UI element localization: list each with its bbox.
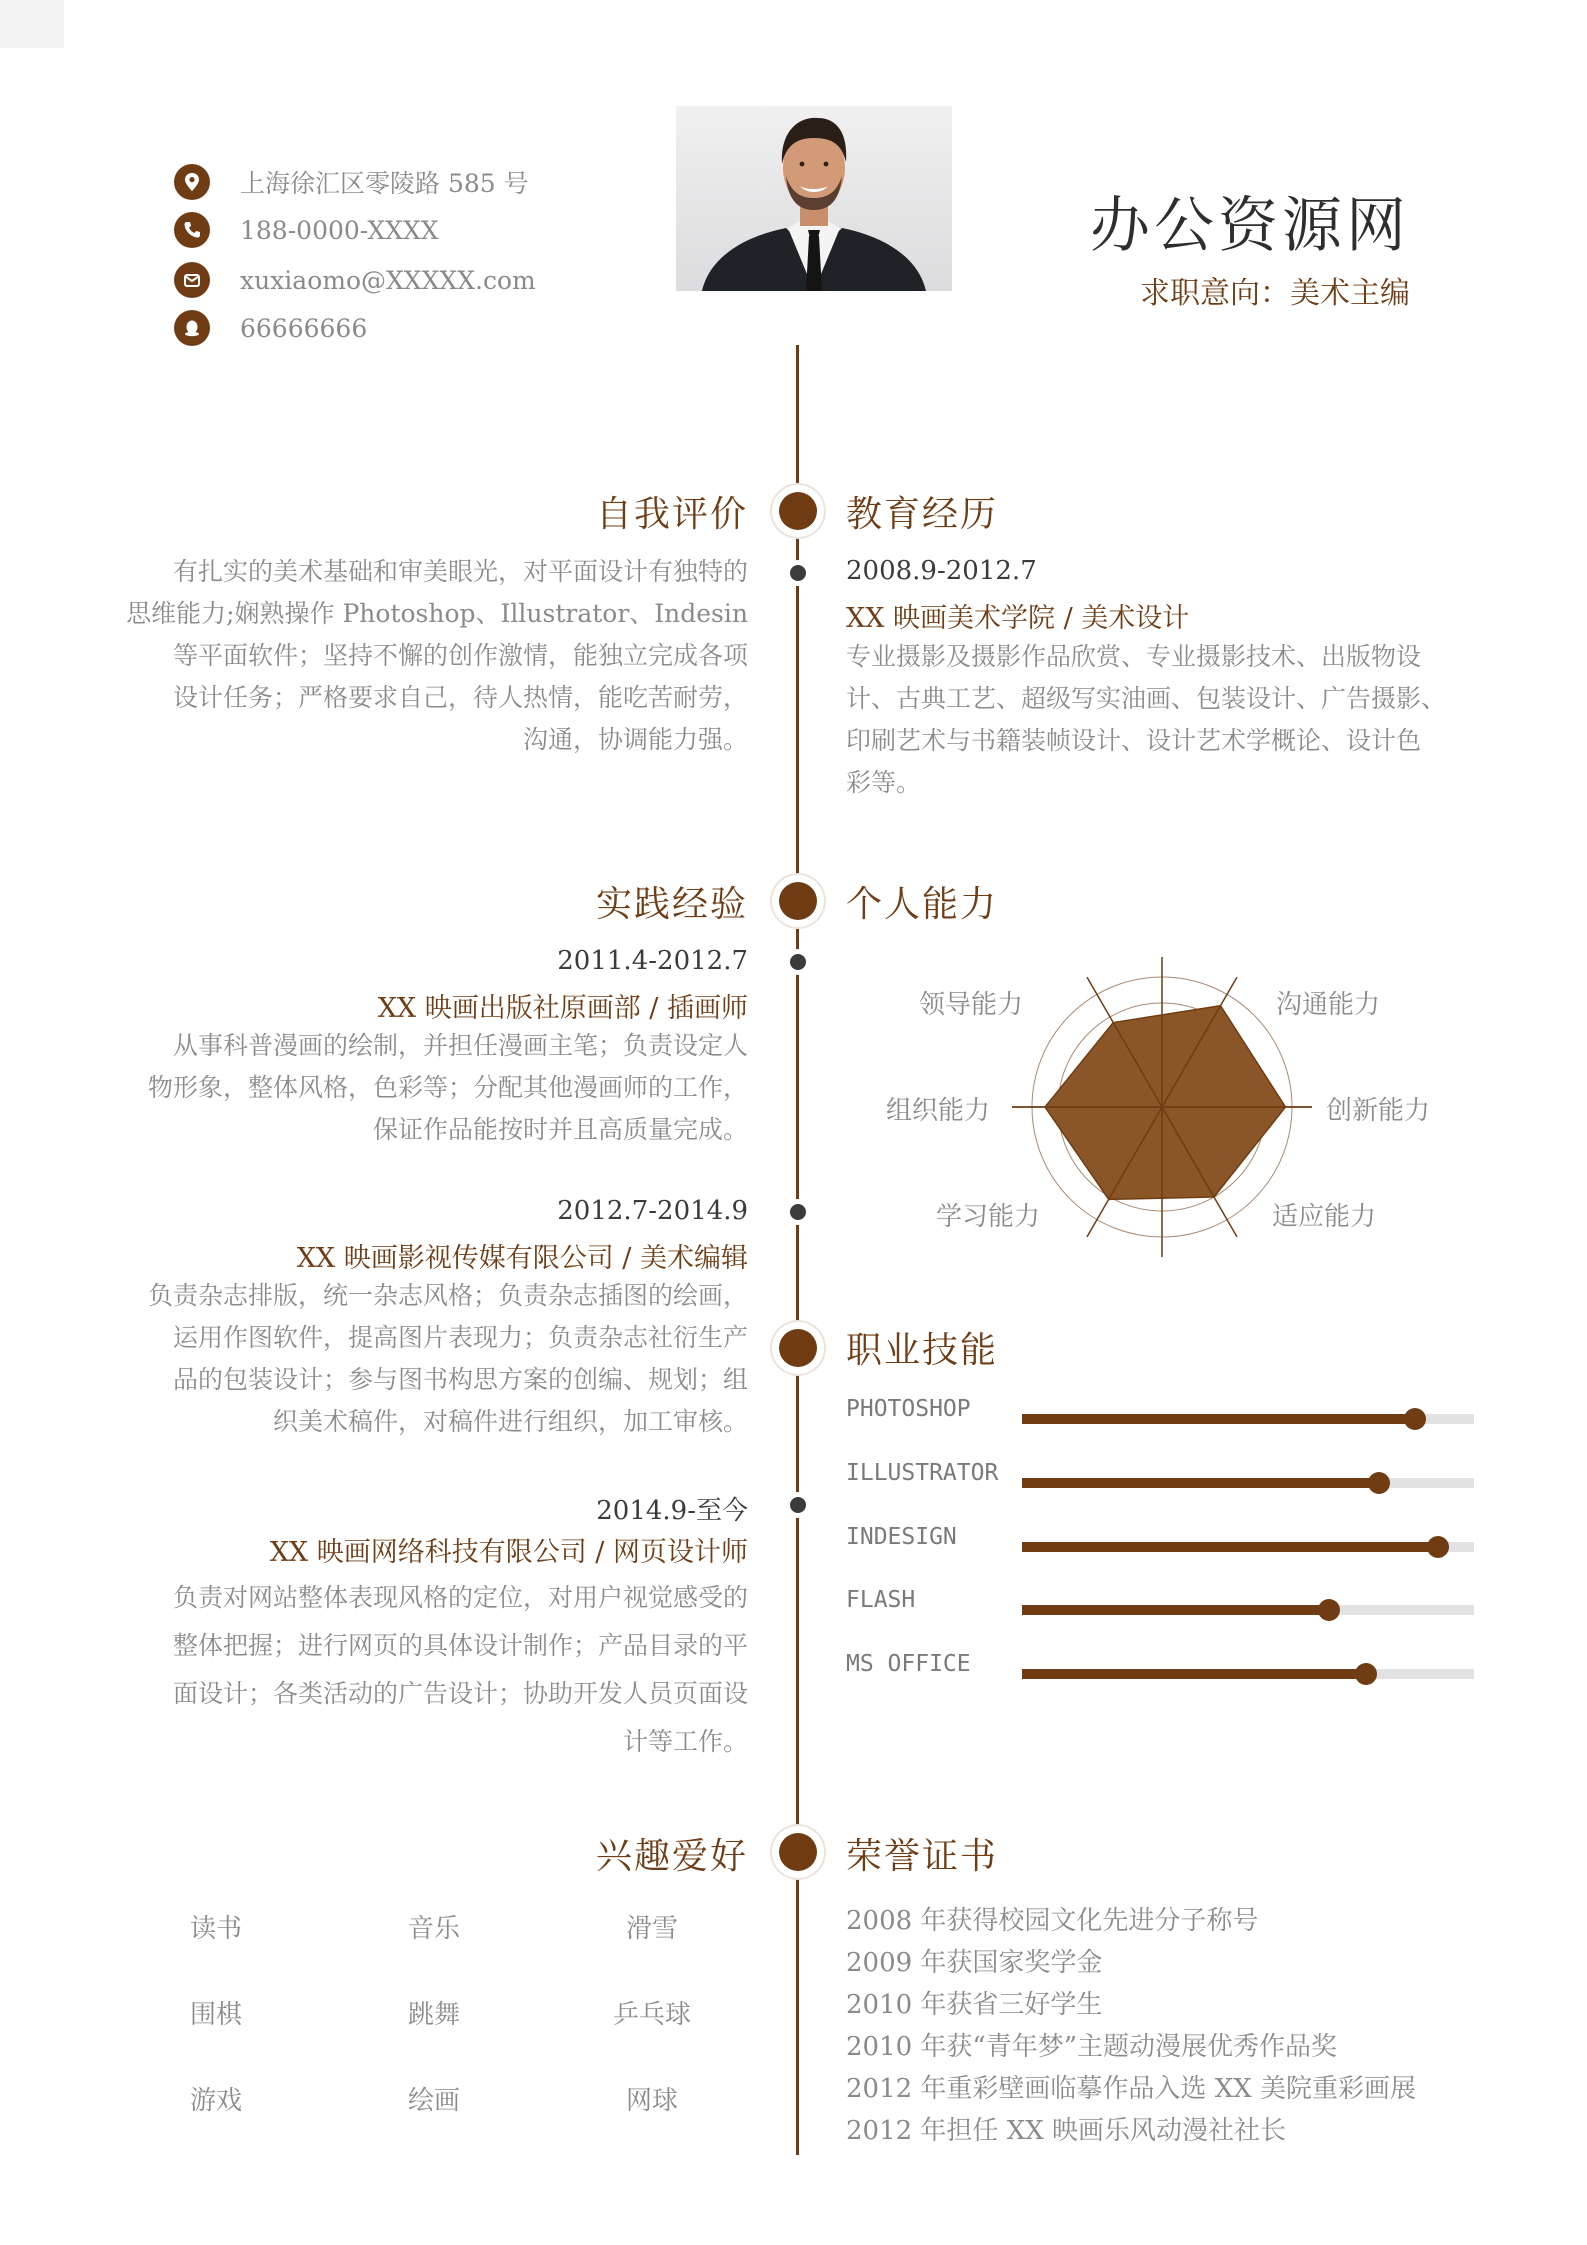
skill-label: ILLUSTRATOR [846, 1460, 999, 1486]
hobby-item: 网球 [625, 2086, 678, 2116]
location-pin-icon [174, 164, 210, 200]
timeline-dot-item [790, 565, 806, 581]
radar-label: 沟通能力 [1276, 990, 1381, 1020]
phone-text: 188-0000-XXXX [240, 215, 439, 245]
text-line: 整体把握；进行网页的具体设计制作；产品目录的平 [172, 1631, 748, 1660]
radar-label: 领导能力 [919, 990, 1024, 1020]
text-line: 负责杂志排版，统一杂志风格；负责杂志插图的绘画， [147, 1281, 748, 1310]
radar-label: 创新能力 [1326, 1096, 1431, 1126]
radar-label: 组织能力 [886, 1096, 991, 1126]
practice-date: 2014.9-至今 [596, 1496, 748, 1526]
skill-bar-knob [1404, 1408, 1426, 1430]
skill-bar-track [1022, 1478, 1474, 1488]
text-line: 等平面软件；坚持不懈的创作激情，能独立完成各项 [172, 641, 748, 670]
timeline-dot-item [790, 1204, 806, 1220]
skill-bar-track [1022, 1414, 1474, 1424]
text-line: 面设计；各类活动的广告设计；协助开发人员页面设 [172, 1679, 748, 1708]
text-line: 印刷艺术与书籍装帧设计、设计艺术学概论、设计色 [846, 726, 1422, 755]
text-line: 沟通，协调能力强。 [522, 725, 748, 754]
practice-org: XX 映画网络科技有限公司 / 网页设计师 [269, 1537, 748, 1568]
section-title-practice: 实践经验 [595, 884, 748, 925]
education-courses [846, 636, 1474, 804]
text-line: 物形象，整体风格，色彩等；分配其他漫画师的工作， [147, 1073, 748, 1102]
address-text: 上海徐汇区零陵路 585 号 [240, 169, 529, 198]
qq-text: 66666666 [240, 313, 368, 343]
profile-photo [676, 106, 952, 291]
hobby-item: 音乐 [407, 1914, 460, 1944]
section-title-abilities: 个人能力 [846, 884, 999, 925]
mail-icon [174, 262, 210, 298]
practice-description [120, 1275, 748, 1443]
ability-radar-chart [846, 950, 1486, 1280]
text-line: 计、古典工艺、超级写实油画、包装设计、广告摄影、 [846, 684, 1447, 713]
phone-icon [174, 212, 210, 248]
practice-date: 2012.7-2014.9 [557, 1196, 748, 1226]
practice-description [120, 1025, 748, 1151]
timeline-dot-section [779, 1833, 817, 1871]
skill-label: PHOTOSHOP [846, 1396, 971, 1422]
timeline-dot-section [779, 1329, 817, 1367]
section-title-honors: 荣誉证书 [846, 1836, 999, 1877]
section-title-hobbies: 兴趣爱好 [595, 1836, 748, 1877]
skill-bar-fill [1022, 1478, 1379, 1488]
skill-bar-fill [1022, 1669, 1366, 1679]
honor-item: 2010 年获“青年梦”主题动漫展优秀作品奖 [846, 2032, 1338, 2062]
education-school: XX 映画美术学院 / 美术设计 [846, 603, 1190, 634]
text-line: 彩等。 [846, 768, 922, 797]
hobby-item: 滑雪 [625, 1914, 678, 1944]
honor-item: 2008 年获得校园文化先进分子称号 [846, 1906, 1259, 1936]
radar-label: 适应能力 [1272, 1202, 1377, 1232]
hobby-item: 游戏 [189, 2086, 242, 2116]
practice-date: 2011.4-2012.7 [557, 946, 748, 976]
timeline-dot-item [790, 1497, 806, 1513]
hobby-item: 绘画 [407, 2086, 460, 2116]
text-line: 织美术稿件，对稿件进行组织，加工审核。 [272, 1407, 748, 1436]
email-text: xuxiaomo@XXXXX.com [240, 265, 536, 295]
corner-block [0, 0, 64, 48]
self-evaluation-text [120, 551, 748, 761]
skill-bar-fill [1022, 1605, 1329, 1615]
radar-label: 学习能力 [936, 1202, 1041, 1232]
honor-item: 2012 年重彩壁画临摹作品入选 XX 美院重彩画展 [846, 2074, 1416, 2104]
honor-item: 2010 年获省三好学生 [846, 1990, 1103, 2020]
timeline-line [796, 345, 799, 2155]
hobby-item: 乒乓球 [612, 2000, 691, 2030]
skill-bar-fill [1022, 1542, 1438, 1552]
candidate-name: 办公资源网 [1090, 191, 1410, 261]
qq-penguin-icon [174, 310, 210, 346]
timeline-dot-section [779, 882, 817, 920]
text-line: 从事科普漫画的绘制，并担任漫画主笔；负责设定人 [172, 1031, 748, 1060]
practice-org: XX 映画影视传媒有限公司 / 美术编辑 [296, 1243, 748, 1274]
text-line: 专业摄影及摄影作品欣赏、专业摄影技术、出版物设 [846, 642, 1422, 671]
hobby-item: 读书 [189, 1914, 242, 1944]
contact-phone [174, 210, 439, 250]
honor-item: 2012 年担任 XX 映画乐风动漫社社长 [846, 2116, 1286, 2146]
text-line: 计等工作。 [622, 1727, 748, 1756]
skill-bar-track [1022, 1542, 1474, 1552]
practice-org: XX 映画出版社原画部 / 插画师 [377, 993, 748, 1024]
text-line: 有扎实的美术基础和审美眼光，对平面设计有独特的 [172, 557, 748, 586]
honor-item: 2009 年获国家奖学金 [846, 1948, 1103, 1978]
hobby-item: 围棋 [189, 2000, 242, 2030]
skill-label: MS OFFICE [846, 1651, 971, 1677]
skill-label: INDESIGN [846, 1524, 957, 1550]
skill-bar-knob [1318, 1599, 1340, 1621]
contact-address [174, 162, 529, 202]
skill-bar-knob [1427, 1536, 1449, 1558]
text-line: 保证作品能按时并且高质量完成。 [372, 1115, 748, 1144]
text-line: 运用作图软件，提高图片表现力；负责杂志社衍生产 [172, 1323, 748, 1352]
section-title-education: 教育经历 [846, 494, 999, 535]
education-date: 2008.9-2012.7 [846, 556, 1037, 586]
skill-label: FLASH [846, 1587, 916, 1613]
text-line: 设计任务；严格要求自己，待人热情，能吃苦耐劳， [172, 683, 748, 712]
practice-description [120, 1574, 748, 1766]
skill-bar-track [1022, 1605, 1474, 1615]
job-intent: 求职意向：美术主编 [1140, 276, 1410, 311]
skill-bar-fill [1022, 1414, 1415, 1424]
timeline-dot-item [790, 954, 806, 970]
text-line: 品的包装设计；参与图书构思方案的创编、规划；组 [172, 1365, 748, 1394]
contact-qq [174, 308, 367, 348]
hobby-item: 跳舞 [407, 2000, 460, 2030]
skill-bar-track [1022, 1669, 1474, 1679]
timeline-dot-section [779, 492, 817, 530]
text-line: 负责对网站整体表现风格的定位，对用户视觉感受的 [172, 1583, 748, 1612]
section-title-self-evaluation: 自我评价 [595, 494, 748, 535]
section-title-skills: 职业技能 [846, 1330, 999, 1371]
text-line: 思维能力;娴熟操作 Photoshop、Illustrator、Indesin [126, 599, 748, 628]
contact-email [174, 260, 536, 300]
skill-bar-knob [1368, 1472, 1390, 1494]
skill-bar-knob [1355, 1663, 1377, 1685]
